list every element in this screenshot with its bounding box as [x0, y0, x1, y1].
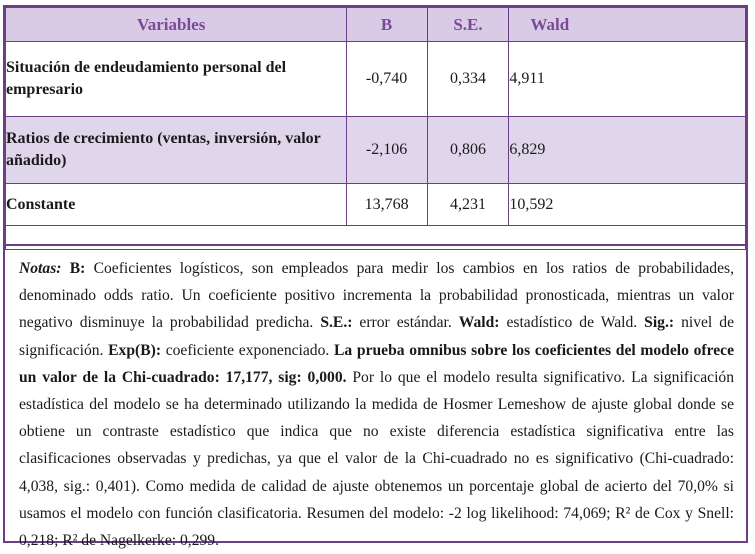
- notes-wald-text: estadístico de Wald.: [499, 314, 645, 332]
- header-row: [6, 8, 746, 42]
- notes-rest: Por lo que el modelo resulta significativo. La significación estadística del modelo se ha determinado utilizando la medida de Hosmer Lemeshow de ajuste global donde se obtiene un contraste estadístico que indica que no existe diferencia estadística significativa entre las clasificaciones observadas y predichas, ya que el valor de la Chi-cuadrado no es significativo (Chi-cuadrado: 4,038, sig.: 0,401). Como medida de calidad de ajuste obtenemos un porcentaje global de acierto del 70,0% si usamos el modelo con función clasificatoria. Resumen del modelo: -2 log likelihood: 74,069; R² de Cox y Snell: 0,218; R² de Nagelkerke: 0,299.: [19, 368, 734, 550]
- notes-omnibus: La prueba omnibus sobre los coeficientes del modelo ofrece un valor de la Chi-cuadrado: 17,177, sig: 0,000.: [19, 341, 734, 386]
- cell-b: -2,106: [346, 117, 427, 184]
- notes-se-key: S.E.:: [320, 314, 353, 332]
- table-row: [6, 184, 746, 226]
- notes-sig-key: Sig.:: [644, 314, 675, 332]
- cell-b: 13,768: [346, 184, 427, 226]
- notes-title: Notas:: [19, 260, 62, 277]
- header-variables: Variables: [6, 8, 347, 42]
- regression-table-frame: [3, 5, 748, 550]
- table-row: [6, 42, 746, 117]
- notes-sig-text: nivel de significación.: [19, 314, 734, 359]
- notes-se-text: error estándar.: [352, 314, 459, 332]
- cell-wald: 4,911: [509, 42, 746, 117]
- table-notes: [5, 244, 746, 550]
- header-b: B: [346, 8, 427, 42]
- cell-se: 0,806: [427, 117, 509, 184]
- regression-table: [5, 7, 746, 250]
- header-wald: Wald: [509, 8, 746, 42]
- row-label: Ratios de crecimiento (ventas, inversión, valor añadido): [6, 117, 347, 184]
- cell-wald: 10,592: [509, 184, 746, 226]
- cell-se: 0,334: [427, 42, 509, 117]
- row-label: Constante: [6, 184, 347, 226]
- notes-wald-key: Wald:: [458, 314, 500, 332]
- notes-b-key: B:: [69, 260, 86, 277]
- cell-b: -0,740: [346, 42, 427, 117]
- header-se: S.E.: [427, 8, 509, 42]
- table-row: [6, 117, 746, 184]
- notes-b-text: Coeficientes logísticos, son empleados para medir los cambios en los ratios de probabilidades, denominado odds ratio. Un coeficiente positivo incrementa la probabilidad pronosticada, mientras un valor negativo disminuye la probabilidad predicha.: [19, 260, 734, 332]
- cell-wald: 6,829: [509, 117, 746, 184]
- row-label: Situación de endeudamiento personal del empresario: [6, 42, 347, 117]
- notes-exp-text: coeficiente exponenciado.: [161, 341, 335, 359]
- cell-se: 4,231: [427, 184, 509, 226]
- notes-exp-key: Exp(B):: [108, 341, 162, 359]
